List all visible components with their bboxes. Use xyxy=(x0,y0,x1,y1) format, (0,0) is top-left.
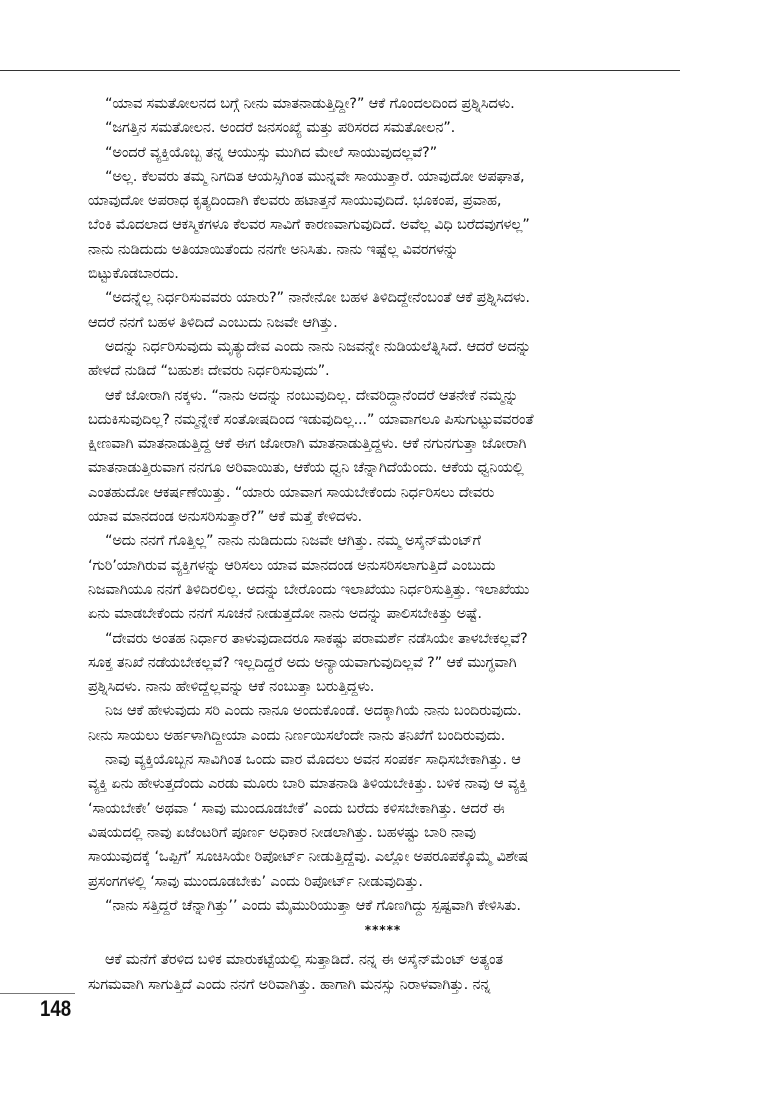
text-line: “ನಾನು ಸತ್ತಿದ್ದರೆ ಚೆನ್ನಾಗಿತ್ತು’’ ಎಂದು ಮೈಮುರಿಯುತ್ತಾ ಆಕೆ ಗೊಣಗಿದ್ದು ಸ್ಪಷ್ಟವಾಗಿ ಕೇಳಿಸಿತು. xyxy=(105,896,521,914)
text-line: ವಿಷಯದಲ್ಲಿ ನಾವು ಏಜೆಂಟರಿಗೆ ಪೂರ್ಣ ಅಧಿಕಾರ ನೀಡಲಾಗಿತ್ತು. ಬಹಳಷ್ಟು ಬಾರಿ ನಾವು xyxy=(88,823,476,841)
text-line: ನಾವು ವ್ಯಕ್ತಿಯೊಬ್ಬನ ಸಾವಿಗಿಂತ ಒಂದು ವಾರ ಮೊದಲು ಅವನ ಸಂಪರ್ಕ ಸಾಧಿಸಬೇಕಾಗಿತ್ತು. ಆ xyxy=(105,751,521,769)
text-line: “ಅದನ್ನೆಲ್ಲ ನಿರ್ಧರಿಸುವವರು ಯಾರು?” ನಾನೇನೋ ಬಹಳ ತಿಳಿದಿದ್ದೇನೆಂಬಂತೆ ಆಕೆ ಪ್ರಶ್ನಿಸಿದಳು. xyxy=(105,289,530,307)
text-line: ಹೇಳದೆ ನುಡಿದೆ “ಬಹುಶಃ ದೇವರು ನಿರ್ಧರಿಸುವುದು”. xyxy=(88,362,330,380)
footer-rule xyxy=(0,993,75,994)
text-line: ಆದರೆ ನನಗೆ ಬಹಳ ತಿಳಿದಿದೆ ಎಂಬುದು ನಿಜವೇ ಆಗಿತ್ತು. xyxy=(88,313,338,331)
text-line: ಸೂಕ್ತ ತನಿಖೆ ನಡೆಯಬೇಕಲ್ಲವೆ? ಇಲ್ಲದಿದ್ದರೆ ಅದು ಅನ್ಯಾಯವಾಗುವುದಿಲ್ಲವೆ ?” ಆಕೆ ಮುಗ್ಧವಾಗಿ xyxy=(88,653,517,671)
body-text xyxy=(88,92,678,997)
text-line: ‘ಸಾಯಬೇಕೇ’ ಅಥವಾ ‘ ಸಾವು ಮುಂದೂಡಬೇಕೆ’ ಎಂದು ಬರೆದು ಕಳಿಸಬೇಕಾಗಿತ್ತು. ಆದರೆ ಈ xyxy=(88,799,505,817)
text-line: ಪ್ರಸಂಗಗಳಲ್ಲಿ ‘ಸಾವು ಮುಂದೂಡಬೇಕು’ ಎಂದು ರಿಪೋರ್ಟ್ ನೀಡುವುದಿತ್ತು. xyxy=(88,872,423,890)
text-line: ಸಾಯುವುದಕ್ಕೆ ‘ಒಪ್ಪಿಗೆ’ ಸೂಚಿಸಿಯೇ ರಿಪೋರ್ಟ್ ನೀಡುತ್ತಿದ್ದೆವು. ಎಲ್ಲೋ ಅಪರೂಪಕ್ಕೊಮ್ಮೆ ವಿಶೇಷ xyxy=(88,848,528,866)
text-line: “ದೇವರು ಅಂತಹ ನಿರ್ಧಾರ ತಾಳುವುದಾದರೂ ಸಾಕಷ್ಟು ಪರಾಮರ್ಶೆ ನಡೆಸಿಯೇ ತಾಳಬೇಕಲ್ಲವೆ? xyxy=(105,629,528,647)
header-rule xyxy=(0,70,680,71)
text-line: ‘ಗುರಿ’ಯಾಗಿರುವ ವ್ಯಕ್ತಿಗಳನ್ನು ಆರಿಸಲು ಯಾವ ಮಾನದಂಡ ಅನುಸರಿಸಲಾಗುತ್ತಿದೆ ಎಂಬುದು xyxy=(88,556,496,574)
text-line: ವ್ಯಕ್ತಿ ಏನು ಹೇಳುತ್ತದೆಂದು ಎರಡು ಮೂರು ಬಾರಿ ಮಾತನಾಡಿ ತಿಳಿಯಬೇಕಿತ್ತು. ಬಳಿಕ ನಾವು ಆ ವ್ಯಕ್ತಿ xyxy=(88,775,527,793)
text-line: ಮಾತನಾಡುತ್ತಿರುವಾಗ ನನಗೂ ಅರಿವಾಯಿತು, ಆಕೆಯ ಧ್ವನಿ ಚೆನ್ನಾಗಿದೆಯೆಂದು. ಆಕೆಯ ಧ್ವನಿಯಲ್ಲಿ xyxy=(88,459,524,477)
text-line: ಸುಗಮವಾಗಿ ಸಾಗುತ್ತಿದೆ ಎಂದು ನನಗೆ ಅರಿವಾಗಿತ್ತು. ಹಾಗಾಗಿ ಮನಸ್ಸು ನಿರಾಳವಾಗಿತ್ತು. ನನ್ನ xyxy=(88,975,491,993)
text-line: ಬದುಕಿಸುವುದಿಲ್ಲ? ನಮ್ಮನ್ನೇಕೆ ಸಂತೋಷದಿಂದ ಇಡುವುದಿಲ್ಲ...” ಯಾವಾಗಲೂ ಪಿಸುಗುಟ್ಟುವವರಂತೆ xyxy=(88,410,534,428)
text-line: ನಾನು ನುಡಿದುದು ಅತಿಯಾಯಿತೆಂದು ನನಗೇ ಅನಿಸಿತು. ನಾನು ಇಷ್ಟೆಲ್ಲ ವಿವರಗಳನ್ನು xyxy=(88,240,459,258)
text-line: ಕ್ಷೀಣವಾಗಿ ಮಾತನಾಡುತ್ತಿದ್ದ ಆಕೆ ಈಗ ಜೋರಾಗಿ ಮಾತನಾಡುತ್ತಿದ್ದಳು. ಆಕೆ ನಗುನಗುತ್ತಾ ಜೋರಾಗಿ xyxy=(88,435,527,453)
text-line: ಯಾವ ಮಾನದಂಡ ಅನುಸರಿಸುತ್ತಾರೆ?” ಆಕೆ ಮತ್ತೆ ಕೇಳಿದಳು. xyxy=(88,508,362,526)
text-line: “ಅಲ್ಲ. ಕೆಲವರು ತಮ್ಮ ನಿಗದಿತ ಆಯಸ್ಸಿಗಿಂತ ಮುನ್ನವೇ ಸಾಯುತ್ತಾರೆ. ಯಾವುದೋ ಅಪಘಾತ, xyxy=(105,167,525,185)
section-break: ***** xyxy=(364,923,402,938)
text-line: ನೀನು ಸಾಯಲು ಅರ್ಹಳಾಗಿದ್ದೀಯಾ ಎಂದು ನಿರ್ಣಯಿಸಲೆಂದೇ ನಾನು ತನಿಖೆಗೆ ಬಂದಿರುವುದು. xyxy=(88,726,506,744)
text-line: “ಜಗತ್ತಿನ ಸಮತೋಲನ. ಅಂದರೆ ಜನಸಂಖ್ಯೆ ಮತ್ತು ಪರಿಸರದ ಸಮತೋಲನ”. xyxy=(105,119,456,137)
text-line: “ಅದು ನನಗೆ ಗೊತ್ತಿಲ್ಲ” ನಾನು ನುಡಿದುದು ನಿಜವೇ ಆಗಿತ್ತು. ನಮ್ಮ ಅಸೈನ್‌ಮೆಂಟ್‌ಗೆ xyxy=(105,532,481,550)
text-line: ನಿಜವಾಗಿಯೂ ನನಗೆ ತಿಳಿದಿರಲಿಲ್ಲ. ಅದನ್ನು ಬೇರೊಂದು ಇಲಾಖೆಯು ನಿರ್ಧರಿಸುತ್ತಿತ್ತು. ಇಲಾಖೆಯು xyxy=(88,580,530,598)
text-line: ಆಕೆ ಜೋರಾಗಿ ನಕ್ಕಳು. “ನಾನು ಅದನ್ನು ನಂಬುವುದಿಲ್ಲ. ದೇವರಿದ್ದಾನೆಂದರೆ ಆತನೇಕೆ ನಮ್ಮನ್ನು xyxy=(105,386,519,404)
text-line: ಯಾವುದೋ ಅಪರಾಧ ಕೃತ್ಯದಿಂದಾಗಿ ಕೆಲವರು ಹಟಾತ್ತನೆ ಸಾಯುವುದಿದೆ. ಭೂಕಂಪ, ಪ್ರವಾಹ, xyxy=(88,192,502,210)
text-line: “ಅಂದರೆ ವ್ಯಕ್ತಿಯೊಬ್ಬ ತನ್ನ ಆಯುಸ್ಸು ಮುಗಿದ ಮೇಲೆ ಸಾಯುವುದಲ್ಲವೆ?” xyxy=(105,143,437,161)
text-line: ಅದನ್ನು ನಿರ್ಧರಿಸುವುದು ಮೃತ್ಯುದೇವ ಎಂದು ನಾನು ನಿಜವನ್ನೇ ನುಡಿಯಲೆತ್ನಿಸಿದೆ. ಆದರೆ ಅದನ್ನು xyxy=(105,337,531,355)
text-line: ಎಂತಹುದೋ ಆಕರ್ಷಣೆಯಿತ್ತು. “ಯಾರು ಯಾವಾಗ ಸಾಯಬೇಕೆಂದು ನಿರ್ಧರಿಸಲು ದೇವರು xyxy=(88,483,495,501)
page-number: 148 xyxy=(40,996,72,1021)
text-line: ನಿಜ ಆಕೆ ಹೇಳುವುದು ಸರಿ ಎಂದು ನಾನೂ ಅಂದುಕೊಂಡೆ. ಅದಕ್ಕಾಗಿಯೆ ನಾನು ಬಂದಿರುವುದು. xyxy=(105,702,522,720)
text-line: ಪ್ರಶ್ನಿಸಿದಳು. ನಾನು ಹೇಳಿದ್ದೆಲ್ಲವನ್ನು ಆಕೆ ನಂಬುತ್ತಾ ಬರುತ್ತಿದ್ದಳು. xyxy=(88,678,375,696)
text-line: ಬಿಟ್ಟುಕೊಡಬಾರದು. xyxy=(88,265,179,283)
text-line: “ಯಾವ ಸಮತೋಲನದ ಬಗ್ಗೆ ನೀನು ಮಾತನಾಡುತ್ತಿದ್ದೀ?” ಆಕೆ ಗೊಂದಲದಿಂದ ಪ್ರಶ್ನಿಸಿದಳು. xyxy=(105,95,515,112)
text-line: ಆಕೆ ಮನೆಗೆ ತೆರಳಿದ ಬಳಿಕ ಮಾರುಕಟ್ಟೆಯಲ್ಲಿ ಸುತ್ತಾಡಿದೆ. ನನ್ನ ಈ ಅಸೈನ್‌ಮೆಂಟ್ ಅತ್ಯಂತ xyxy=(105,951,503,969)
text-line: ಬೆಂಕಿ ಮೊದಲಾದ ಆಕಸ್ಮಿಕಗಳೂ ಕೆಲವರ ಸಾವಿಗೆ ಕಾರಣವಾಗುವುದಿದೆ. ಅವೆಲ್ಲ ವಿಧಿ ಬರೆದವುಗಳಲ್ಲ” xyxy=(88,216,530,234)
text-line: ಏನು ಮಾಡಬೇಕೆಂದು ನನಗೆ ಸೂಚನೆ ನೀಡುತ್ತದೋ ನಾನು ಅದನ್ನು ಪಾಲಿಸಬೇಕಿತ್ತು ಅಷ್ಟೆ. xyxy=(88,605,482,623)
